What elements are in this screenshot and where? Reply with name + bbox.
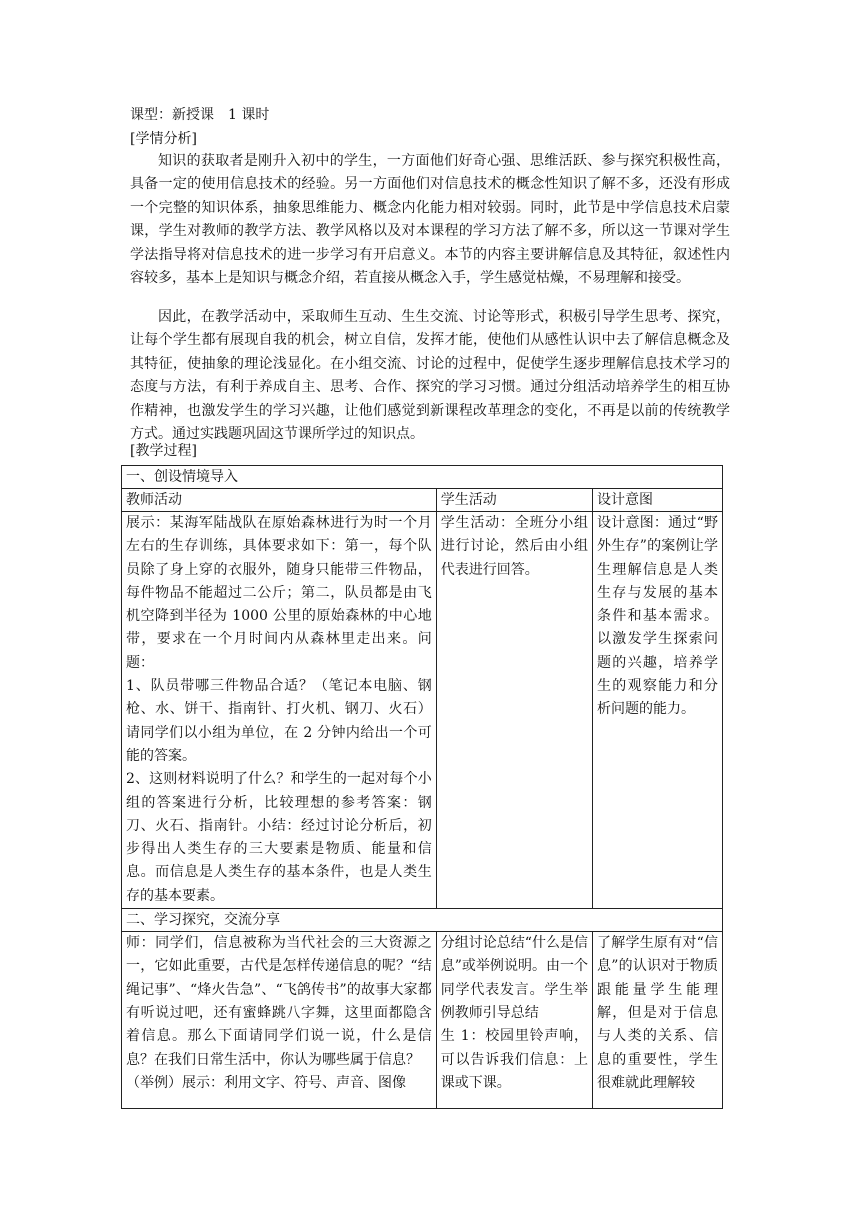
col-header-design: 设计意图 (593, 489, 723, 512)
analysis-heading: [学情分析] (130, 131, 197, 147)
teacher-text: 展示：某海军陆战队在原始森林进行为时一个月左右的生存训练，具体要求如下：第一，每个队员除了身上穿的衣服外，随身只能带三件物品，每件物品不能超过二公斤；第二，队员都是由飞机空降到半径为 1000 公里的原始森林的中心地带，要求在一个月时间内从森林里走出来。问题： (126, 515, 432, 671)
section-1-title: 一、创设情境导入 (122, 466, 723, 489)
student-activity-cell (436, 512, 592, 909)
teacher-text: 师：同学们，信息被称为当代社会的三大资源之一，它如此重要，古代是怎样传递信息的呢？“结绳记事”、“烽火告急”、“飞鸽传书”的故事大家都有听说过吧，还有蜜蜂跳八字舞，这里面都隐含着信息。那么下面请同学们说一说，什么是信息？在我们日常生活中，你认为哪些属于信息？ (126, 935, 432, 1068)
teacher-activity-cell (122, 932, 437, 1109)
teacher-text: （举例）展示：利用文字、符号、声音、图像 (126, 1074, 406, 1091)
teacher-text: 1、队员带哪三件物品合适？（笔记本电脑、钢枪、水、饼干、指南针、打火机、钢刀、火石）请同学们以小组为单位，在 2 分钟内给出一个可能的答案。 (126, 678, 432, 764)
section-row (122, 466, 723, 489)
teaching-process-table (121, 465, 723, 1109)
section-2-title: 二、学习探究，交流分享 (122, 909, 723, 932)
teacher-activity-cell (122, 512, 437, 909)
header-row (122, 489, 723, 512)
design-text: 设计意图：通过“野外生存”的案例让学生理解信息是人类生存与发展的基本条件和基本需求。以激发学生探索问题的兴趣，培养学生的观察能力和分析问题的能力。 (597, 515, 718, 718)
col-header-teacher: 教师活动 (122, 489, 437, 512)
lesson-type-line: 课型：新授课 1 课时 (130, 107, 270, 123)
section-row (122, 909, 723, 932)
process-heading: [教学过程] (130, 443, 197, 459)
design-intent-cell (593, 512, 723, 909)
design-intent-cell (593, 932, 723, 1109)
analysis-paragraph-2: 因此，在教学活动中，采取师生互动、生生交流、讨论等形式，积极引导学生思考、探究，让每个学生都有展现自我的机会，树立自信，发挥才能，使他们从感性认识中去了解信息概念及其特征，使抽象的理论浅显化。在小组交流、讨论的过程中，促使学生逐步理解信息技术学习的态度与方法，有利于养成自主、思考、合作、探究的学习习惯。通过分组活动培养学生的相互协作精神，也激发学生的学习兴趣，让他们感觉到新课程改革理念的变化，不再是以前的传统教学方式。通过实践题巩固这节课所学过的知识点。 (130, 309, 730, 443)
teacher-text: 2、这则材料说明了什么？和学生的一起对每个小组的答案进行分析，比较理想的参考答案：钢刀、火石、指南针。小结：经过讨论分析后，初步得出人类生存的三大要素是物质、能量和信息。而信息是人类生存的基本条件，也是人类生存的基本要素。 (126, 771, 432, 904)
analysis-paragraph-1: 知识的获取者是刚升入初中的学生，一方面他们好奇心强、思维活跃、参与探究积极性高，具备一定的使用信息技术的经验。另一方面他们对信息技术的概念性知识了解不多，还没有形成一个完整的知识体系，抽象思维能力、概念内化能力相对较弱。同时，此节是中学信息技术启蒙课，学生对教师的教学方法、教学风格以及对本课程的学习方法了解不多，所以这一节课对学生学法指导将对信息技术的进一步学习有开启意义。本节的内容主要讲解信息及其特征，叙述性内容较多，基本上是知识与概念介绍，若直接从概念入手，学生感觉枯燥，不易理解和接受。 (130, 153, 730, 287)
design-text: 了解学生原有对“信息”的认识对于物质跟能量学生能理解，但是对于信息与人类的关系、信息的重要性，学生很难就此理解较 (597, 935, 718, 1091)
student-text: 学生活动：全班分小组进行讨论，然后由小组代表进行回答。 (440, 515, 589, 578)
table-row (122, 932, 723, 1109)
student-text: 生 1：校园里铃声响，可以告诉我们信息：上课或下课。 (440, 1028, 589, 1091)
student-text: 分组讨论总结“什么是信息”或举例说明。由一个同学代表发言。学生举例教师引导总结 (440, 935, 589, 1021)
student-activity-cell (436, 932, 592, 1109)
col-header-student: 学生活动 (436, 489, 592, 512)
table-row (122, 512, 723, 909)
